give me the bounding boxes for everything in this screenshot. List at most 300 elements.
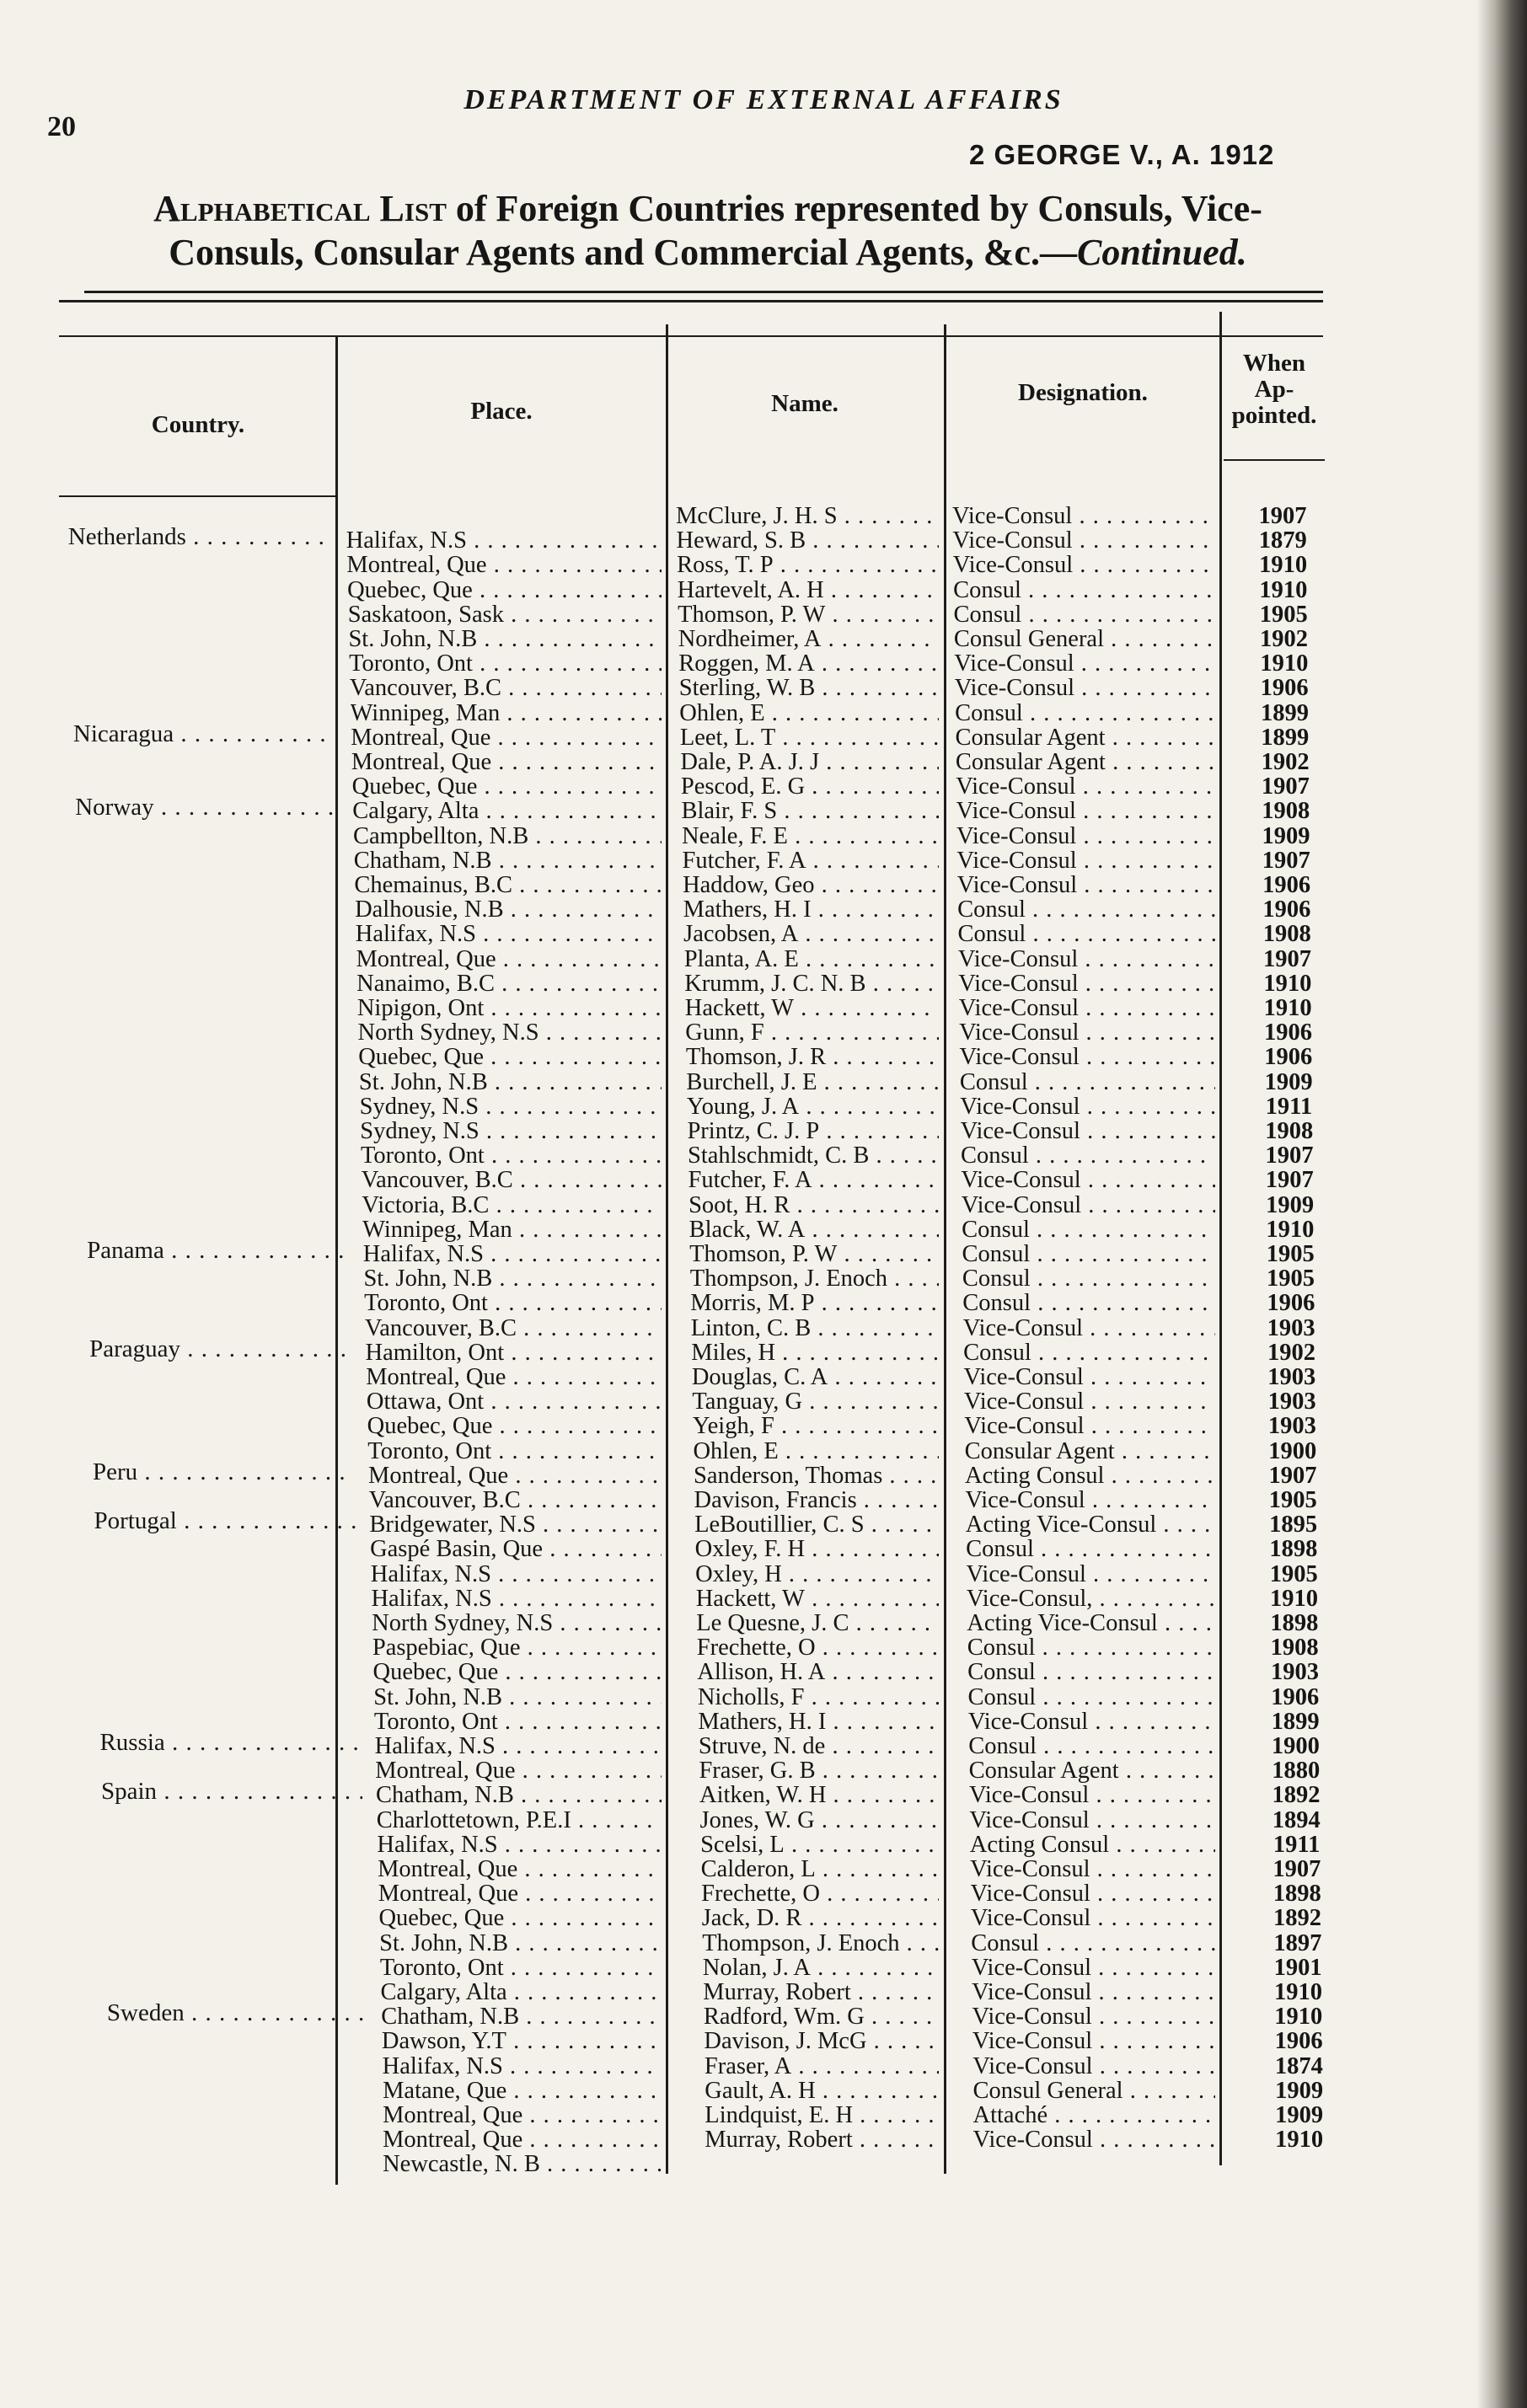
header-when-2: Ap-: [1254, 376, 1294, 403]
header-place: Place.: [470, 398, 533, 425]
row-name: Sterling, W. B . . .: [679, 676, 939, 700]
row-place: Chemainus, B.C . . .: [354, 873, 662, 897]
row-year: 1910: [1263, 971, 1312, 996]
row-year: 1906: [1271, 1684, 1320, 1710]
row-place: Quebec, Que . . .: [367, 1414, 662, 1438]
row-year: 1900: [1271, 1734, 1320, 1759]
row-place: Bridgewater, N.S . . .: [369, 1512, 662, 1537]
row-designation: Consul . . .: [953, 578, 1215, 602]
row-name: Dale, P. A. J. J . . .: [680, 750, 939, 774]
column-rule-2: [666, 324, 668, 2174]
row-designation: Vice-Consul . . .: [963, 1316, 1215, 1340]
row-name: Davison, J. McG . . .: [704, 2029, 939, 2053]
row-year: 1910: [1266, 1217, 1315, 1242]
row-name: Miles, H . . .: [691, 1340, 939, 1365]
row-designation: Vice-Consul . . .: [954, 651, 1215, 676]
row-place: Quebec, Que . . .: [352, 774, 662, 799]
row-name: Murray, Robert . . .: [705, 2127, 939, 2152]
row-year: 1910: [1259, 553, 1308, 578]
row-name: Futcher, F. A . . .: [688, 1168, 939, 1192]
row-year: 1907: [1258, 504, 1307, 529]
row-place: Victoria, B.C . . .: [362, 1193, 662, 1217]
row-name: Aitken, W. H . . .: [699, 1783, 939, 1807]
row-name: Hackett, W . . .: [685, 996, 939, 1020]
row-place: Sydney, N.S . . .: [360, 1119, 662, 1143]
row-designation: Vice-Consul . . .: [958, 971, 1215, 996]
row-name: Krumm, J. C. N. B . . .: [684, 971, 939, 996]
row-place: Halifax, N.S . . .: [383, 2054, 662, 2079]
body-top-rule: [59, 495, 337, 497]
row-year: 1909: [1264, 1069, 1313, 1094]
row-name: Sanderson, Thomas . . .: [694, 1464, 939, 1488]
row-year: 1897: [1273, 1930, 1322, 1956]
row-name: Oxley, H . . .: [695, 1562, 939, 1587]
row-year: 1906: [1267, 1291, 1315, 1316]
row-place: Vancouver, B.C . . .: [365, 1316, 662, 1340]
row-designation: Consul . . .: [966, 1537, 1215, 1561]
row-year: 1909: [1275, 2103, 1324, 2128]
row-designation: Vice-Consul . . .: [956, 824, 1215, 848]
header-when-1: When: [1242, 350, 1306, 377]
column-rule-3: [944, 324, 946, 2174]
row-place: Nipigon, Ont . . .: [357, 996, 662, 1020]
row-designation: Consul . . .: [967, 1635, 1215, 1660]
row-name: Jacobsen, A . . .: [683, 922, 939, 946]
row-year: 1898: [1270, 1611, 1319, 1636]
row-year: 1910: [1274, 2004, 1323, 2030]
row-designation: Vice-Consul . . .: [972, 2029, 1215, 2053]
row-designation: Vice-Consul . . .: [972, 2004, 1215, 2029]
row-year: 1906: [1262, 873, 1311, 898]
row-year: 1892: [1273, 1906, 1322, 1931]
row-designation: Acting Vice-Consul . . .: [967, 1611, 1215, 1635]
page-number: 20: [47, 111, 76, 142]
row-designation: Vice-Consul . . .: [967, 1562, 1215, 1587]
row-place: Halifax, N.S . . .: [363, 1242, 662, 1266]
top-rule-second: [59, 300, 1323, 302]
row-name: Black, W. A . . .: [689, 1217, 939, 1242]
row-year: 1895: [1269, 1512, 1318, 1538]
row-place: Sydney, N.S . . .: [360, 1094, 662, 1119]
row-designation: Consul . . .: [971, 1931, 1215, 1956]
row-place: Halifax, N.S . . .: [377, 1833, 662, 1857]
row-place: Saskatoon, Sask . . .: [348, 602, 662, 627]
row-year: 1903: [1267, 1389, 1316, 1415]
row-designation: Vice-Consul . . .: [972, 1980, 1215, 2004]
header-designation: Designation.: [1018, 379, 1148, 406]
row-designation: Vice-Consul . . .: [952, 504, 1215, 528]
row-name: Ross, T. P . . .: [677, 553, 939, 577]
row-designation: Vice-Consul . . .: [959, 996, 1215, 1020]
row-place: Chatham, N.B . . .: [381, 2004, 662, 2029]
row-name: Stahlschmidt, C. B . . .: [688, 1143, 939, 1168]
row-name: Soot, H. R . . .: [688, 1193, 939, 1217]
row-name: Thomson, P. W . . .: [689, 1242, 939, 1266]
row-year: 1899: [1261, 725, 1310, 750]
row-place: St. John, N.B . . .: [379, 1931, 662, 1956]
row-name: Neale, F. E . . .: [682, 824, 939, 848]
row-place: Montreal, Que . . .: [378, 1881, 662, 1906]
row-designation: Vice-Consul . . .: [964, 1414, 1215, 1438]
row-designation: Consul . . .: [961, 1143, 1215, 1168]
row-year: 1905: [1268, 1488, 1317, 1513]
row-name: Gault, A. H . . .: [705, 2079, 939, 2103]
row-year: 1905: [1267, 1266, 1315, 1292]
row-name: Roggen, M. A . . .: [678, 651, 939, 676]
row-name: Blair, F. S . . .: [681, 799, 939, 823]
row-name: Planta, A. E . . .: [684, 947, 939, 971]
row-name: Futcher, F. A . . .: [683, 848, 939, 873]
row-designation: Consul . . .: [957, 897, 1215, 922]
row-place: Montreal, Que . . .: [351, 750, 662, 774]
row-year: 1894: [1272, 1807, 1321, 1833]
row-place: Vancouver, B.C . . .: [369, 1488, 662, 1512]
row-year: 1905: [1266, 1242, 1315, 1267]
row-designation: Vice-Consul . . .: [969, 1783, 1215, 1807]
row-place: Montreal, Que . . .: [383, 2103, 662, 2127]
title-continued: Continued.: [1076, 232, 1247, 273]
row-year: 1910: [1270, 1586, 1319, 1611]
row-year: 1905: [1269, 1561, 1318, 1587]
row-year: 1899: [1271, 1709, 1320, 1734]
row-place: Vancouver, B.C . . .: [350, 676, 662, 700]
row-place: Toronto, Ont . . .: [349, 651, 662, 676]
country-label: Russia . . .: [99, 1729, 361, 1757]
row-year: 1879: [1258, 528, 1307, 554]
row-name: Allison, H. A . . .: [697, 1660, 939, 1684]
row-year: 1911: [1272, 1832, 1321, 1857]
row-designation: Vice-Consul . . .: [971, 1906, 1215, 1930]
row-place: Halifax, N.S . . .: [375, 1734, 662, 1758]
row-year: 1903: [1267, 1315, 1315, 1340]
row-place: Chatham, N.B . . .: [354, 848, 662, 873]
row-name: Mathers, H. I . . .: [683, 897, 939, 922]
row-place: Matane, Que . . .: [383, 2079, 662, 2103]
page-title: [76, 187, 1340, 275]
row-designation: Vice-Consul . . .: [964, 1389, 1215, 1414]
row-year: 1908: [1270, 1635, 1319, 1661]
row-year: 1910: [1259, 577, 1308, 602]
column-rule-4: [1219, 312, 1222, 2165]
row-designation: Vice-Consul . . .: [956, 799, 1215, 823]
country-label: Nicaragua . . .: [73, 720, 335, 748]
top-rule: [84, 291, 1323, 293]
row-place: Quebec, Que . . .: [378, 1906, 662, 1930]
row-designation: Vice-Consul . . .: [955, 676, 1215, 700]
row-name: Struve, N. de . . .: [699, 1734, 939, 1758]
row-year: 1903: [1270, 1660, 1319, 1685]
row-designation: Acting Consul . . .: [970, 1833, 1215, 1857]
country-label: Sweden . . .: [107, 1999, 368, 2027]
header-country: Country.: [151, 411, 245, 438]
row-place: Toronto, Ont . . .: [374, 1710, 662, 1734]
title-line2: Consuls, Consular Agents and Commercial Agents, &c.—: [169, 232, 1077, 273]
running-head: DEPARTMENT OF EXTERNAL AFFAIRS: [463, 84, 1064, 115]
row-designation: Vice-Consul . . .: [961, 1168, 1215, 1192]
row-year: 1902: [1261, 750, 1310, 775]
row-name: McClure, J. H. S . . .: [676, 504, 939, 528]
row-place: Vancouver, B.C . . .: [362, 1168, 662, 1192]
row-year: 1911: [1265, 1094, 1313, 1119]
row-designation: Consul . . .: [962, 1217, 1215, 1242]
row-year: 1906: [1262, 897, 1311, 923]
row-year: 1909: [1266, 1192, 1315, 1217]
row-name: LeBoutillier, C. S . . .: [694, 1512, 939, 1537]
row-designation: Vice-Consul . . .: [972, 2054, 1215, 2079]
row-name: Thompson, J. Enoch . . .: [702, 1931, 939, 1956]
row-place: Montreal, Que . . .: [351, 725, 662, 750]
row-name: Hartevelt, A. H . . .: [678, 578, 939, 602]
row-place: Montreal, Que . . .: [356, 947, 662, 971]
row-place: Toronto, Ont . . .: [364, 1291, 662, 1315]
row-designation: Vice-Consul . . .: [960, 1094, 1215, 1119]
row-year: 1902: [1267, 1340, 1315, 1365]
row-place: North Sydney, N.S . . .: [372, 1611, 662, 1635]
row-name: Davison, Francis . . .: [694, 1488, 939, 1512]
country-label: Spain . . .: [101, 1778, 362, 1806]
row-place: Quebec, Que . . .: [347, 578, 662, 602]
row-designation: Consul General . . .: [973, 2079, 1216, 2103]
row-year: 1906: [1274, 2029, 1323, 2054]
title-line1: of Foreign Countries represented by Consuls, Vice-: [446, 188, 1262, 229]
row-designation: Acting Vice-Consul . . .: [966, 1512, 1215, 1537]
row-designation: Consul . . .: [962, 1242, 1215, 1266]
row-place: St. John, N.B . . .: [363, 1266, 662, 1291]
row-year: 1880: [1272, 1758, 1321, 1784]
row-designation: Acting Consul . . .: [965, 1464, 1215, 1488]
row-name: Burchell, J. E . . .: [686, 1070, 939, 1094]
row-place: Gaspé Basin, Que . . .: [370, 1537, 662, 1561]
row-place: Winnipeg, Man . . .: [351, 701, 662, 725]
row-name: Thomson, P. W . . .: [678, 602, 939, 627]
row-name: Murray, Robert . . .: [703, 1980, 939, 2004]
row-designation: Consul . . .: [967, 1660, 1215, 1684]
row-designation: Vice-Consul . . .: [962, 1193, 1215, 1217]
row-designation: Vice-Consul . . .: [969, 1808, 1215, 1833]
row-place: Ottawa, Ont . . .: [367, 1389, 662, 1414]
row-name: Leet, L. T . . .: [680, 725, 939, 750]
row-designation: Vice-Consul . . .: [956, 848, 1215, 873]
row-designation: Consul . . .: [955, 701, 1215, 725]
row-designation: Vice-Consul . . .: [965, 1488, 1215, 1512]
row-name: Gunn, F . . .: [685, 1020, 939, 1045]
row-designation: Vice-Consul . . .: [959, 1020, 1215, 1045]
row-year: 1907: [1265, 1143, 1314, 1169]
header-when-3: pointed.: [1231, 402, 1317, 429]
row-year: 1908: [1262, 922, 1311, 947]
row-name: Heward, S. B . . .: [677, 528, 939, 553]
row-name: Scelsi, L . . .: [700, 1833, 939, 1857]
row-year: 1900: [1268, 1438, 1317, 1464]
row-year: 1907: [1262, 848, 1310, 873]
row-year: 1902: [1260, 627, 1309, 652]
row-designation: Vice-Consul . . .: [953, 553, 1215, 577]
row-place: Quebec, Que . . .: [373, 1660, 662, 1684]
row-name: Mathers, H. I . . .: [698, 1710, 939, 1734]
row-designation: Vice-Consul . . .: [963, 1365, 1215, 1389]
row-designation: Vice-Consul . . .: [968, 1710, 1215, 1734]
row-year: 1907: [1263, 946, 1312, 971]
row-name: Jones, W. G . . .: [700, 1808, 939, 1833]
row-place: Charlottetown, P.E.I . . .: [377, 1808, 662, 1833]
row-place: Toronto, Ont . . .: [380, 1956, 662, 1980]
row-place: North Sydney, N.S . . .: [358, 1020, 662, 1045]
row-place: St. John, N.B . . .: [348, 627, 662, 651]
country-label: Paraguay . . .: [89, 1335, 351, 1363]
country-label: Portugal . . .: [94, 1507, 356, 1535]
row-name: Frechette, O . . .: [697, 1635, 939, 1660]
row-place: Montreal, Que . . .: [346, 553, 662, 577]
row-name: Morris, M. P . . .: [690, 1291, 939, 1315]
row-name: Thomson, J. R . . .: [686, 1045, 939, 1069]
row-name: Fraser, G. B . . .: [699, 1758, 939, 1783]
row-place: St. John, N.B . . .: [359, 1070, 662, 1094]
row-year: 1909: [1262, 823, 1310, 848]
row-place: Chatham, N.B . . .: [376, 1783, 662, 1807]
row-place: Halifax, N.S . . .: [356, 922, 662, 946]
row-designation: Vice-Consul, . . .: [967, 1587, 1215, 1611]
row-designation: Vice-Consul . . .: [961, 1119, 1215, 1143]
row-year: 1910: [1260, 651, 1309, 677]
row-designation: Vice-Consul . . .: [971, 1881, 1215, 1906]
row-name: Yeigh, F . . .: [693, 1414, 939, 1438]
row-place: St. John, N.B . . .: [373, 1685, 662, 1710]
row-designation: Consul . . .: [963, 1340, 1215, 1365]
row-name: Printz, C. J. P . . .: [687, 1119, 939, 1143]
row-designation: Consul . . .: [954, 602, 1215, 627]
row-name: Tanguay, G . . .: [692, 1389, 939, 1414]
row-year: 1908: [1265, 1119, 1314, 1144]
row-place: Montreal, Que . . .: [378, 1857, 662, 1881]
country-label: Peru . . .: [93, 1458, 354, 1486]
row-year: 1908: [1262, 799, 1310, 824]
row-place: Quebec, Que . . .: [358, 1045, 662, 1069]
row-year: 1906: [1263, 1020, 1312, 1046]
row-name: Oxley, F. H . . .: [695, 1537, 939, 1561]
row-year: 1898: [1269, 1537, 1318, 1562]
row-name: Le Quesne, J. C . . .: [696, 1611, 939, 1635]
row-year: 1907: [1268, 1463, 1317, 1488]
row-place: Paspebiac, Que . . .: [372, 1635, 662, 1660]
row-name: Fraser, A . . .: [705, 2054, 939, 2079]
row-year: 1910: [1275, 2127, 1324, 2153]
row-year: 1910: [1263, 996, 1312, 1021]
row-year: 1907: [1272, 1857, 1321, 1882]
row-year: 1903: [1267, 1365, 1316, 1390]
row-designation: Consul General . . .: [954, 627, 1215, 651]
row-name: Nolan, J. A . . .: [703, 1956, 939, 1980]
row-designation: Vice-Consul . . .: [959, 1045, 1215, 1069]
row-place: Hamilton, Ont . . .: [366, 1340, 662, 1365]
session-label: 2 GEORGE V., A. 1912: [969, 139, 1275, 170]
header-top-rule: [59, 335, 1323, 337]
row-designation: Consul . . .: [968, 1734, 1215, 1758]
row-name: Calderon, L . . .: [701, 1857, 939, 1881]
row-place: Toronto, Ont . . .: [367, 1439, 662, 1464]
country-label: Norway . . .: [75, 794, 336, 821]
row-designation: Vice-Consul . . .: [957, 873, 1215, 897]
row-place: Montreal, Que . . .: [366, 1365, 662, 1389]
row-name: Ohlen, E . . .: [679, 701, 939, 725]
row-name: Nicholls, F . . .: [698, 1685, 939, 1710]
row-year: 1907: [1261, 774, 1310, 800]
row-place: Halifax, N.S . . .: [371, 1587, 662, 1611]
row-place: Montreal, Que . . .: [368, 1464, 662, 1488]
row-name: Jack, D. R . . .: [702, 1906, 939, 1930]
country-label: Netherlands . . .: [68, 523, 330, 551]
header-bottom-rule: [1224, 459, 1325, 461]
row-designation: Consul . . .: [967, 1685, 1215, 1710]
row-designation: Vice-Consul . . .: [952, 528, 1215, 553]
row-year: 1898: [1272, 1881, 1321, 1907]
row-name: Linton, C. B . . .: [691, 1316, 939, 1340]
row-place: Halifax, N.S . . .: [371, 1562, 662, 1587]
row-year: 1905: [1259, 602, 1308, 627]
row-designation: Consular Agent . . .: [955, 725, 1215, 750]
row-place: Montreal, Que . . .: [383, 2127, 662, 2152]
row-designation: Consul . . .: [962, 1266, 1215, 1291]
row-place: Halifax, N.S . . .: [346, 528, 662, 553]
row-name: Lindquist, E. H . . .: [705, 2103, 939, 2127]
row-designation: Vice-Consul . . .: [956, 774, 1215, 799]
row-year: 1899: [1260, 700, 1309, 725]
row-designation: Consular Agent . . .: [956, 750, 1215, 774]
row-year: 1874: [1274, 2053, 1323, 2079]
row-designation: Consul . . .: [958, 922, 1215, 946]
binding-edge: [1476, 0, 1527, 2408]
row-year: 1906: [1264, 1045, 1313, 1070]
row-name: Douglas, C. A . . .: [692, 1365, 939, 1389]
row-designation: Consul . . .: [962, 1291, 1215, 1315]
row-year: 1907: [1265, 1168, 1314, 1193]
row-name: Nordheimer, A . . .: [678, 627, 939, 651]
row-name: Pescod, E. G . . .: [681, 774, 939, 799]
row-name: Radford, Wm. G . . .: [704, 2004, 939, 2029]
row-place: Campbellton, N.B . . .: [353, 824, 662, 848]
row-place: Nanaimo, B.C . . .: [356, 971, 662, 996]
row-year: 1906: [1260, 676, 1309, 701]
row-year: 1901: [1273, 1955, 1322, 1980]
row-year: 1903: [1267, 1414, 1316, 1439]
title-lead: Alphabetical List: [153, 188, 447, 229]
row-place: Montreal, Que . . .: [375, 1758, 662, 1783]
row-designation: Attaché . . .: [973, 2103, 1216, 2127]
row-name: Ohlen, E . . .: [693, 1439, 939, 1464]
row-place: Calgary, Alta . . .: [381, 1980, 662, 2004]
row-place: Newcastle, N. B . . .: [383, 2152, 662, 2176]
row-designation: Consul . . .: [960, 1070, 1215, 1094]
row-year: 1892: [1272, 1783, 1321, 1808]
row-designation: Consular Agent . . .: [969, 1758, 1215, 1783]
row-name: Thompson, J. Enoch . . .: [690, 1266, 939, 1291]
row-name: Hackett, W . . .: [696, 1587, 939, 1611]
header-name: Name.: [771, 390, 839, 417]
row-place: Calgary, Alta . . .: [352, 799, 662, 823]
row-designation: Vice-Consul . . .: [970, 1857, 1215, 1881]
row-place: Dawson, Y.T . . .: [382, 2029, 662, 2053]
row-designation: Vice-Consul . . .: [973, 2127, 1216, 2152]
row-year: 1910: [1273, 1980, 1322, 2005]
row-designation: Consular Agent . . .: [965, 1439, 1215, 1464]
row-name: Haddow, Geo . . .: [683, 873, 939, 897]
row-designation: Vice-Consul . . .: [958, 947, 1215, 971]
row-place: Dalhousie, N.B . . .: [355, 897, 662, 922]
row-year: 1909: [1275, 2078, 1324, 2103]
row-place: Winnipeg, Man . . .: [362, 1217, 662, 1242]
country-label: Panama . . .: [87, 1237, 348, 1265]
row-designation: Vice-Consul . . .: [972, 1956, 1215, 1980]
row-place: Toronto, Ont . . .: [361, 1143, 662, 1168]
